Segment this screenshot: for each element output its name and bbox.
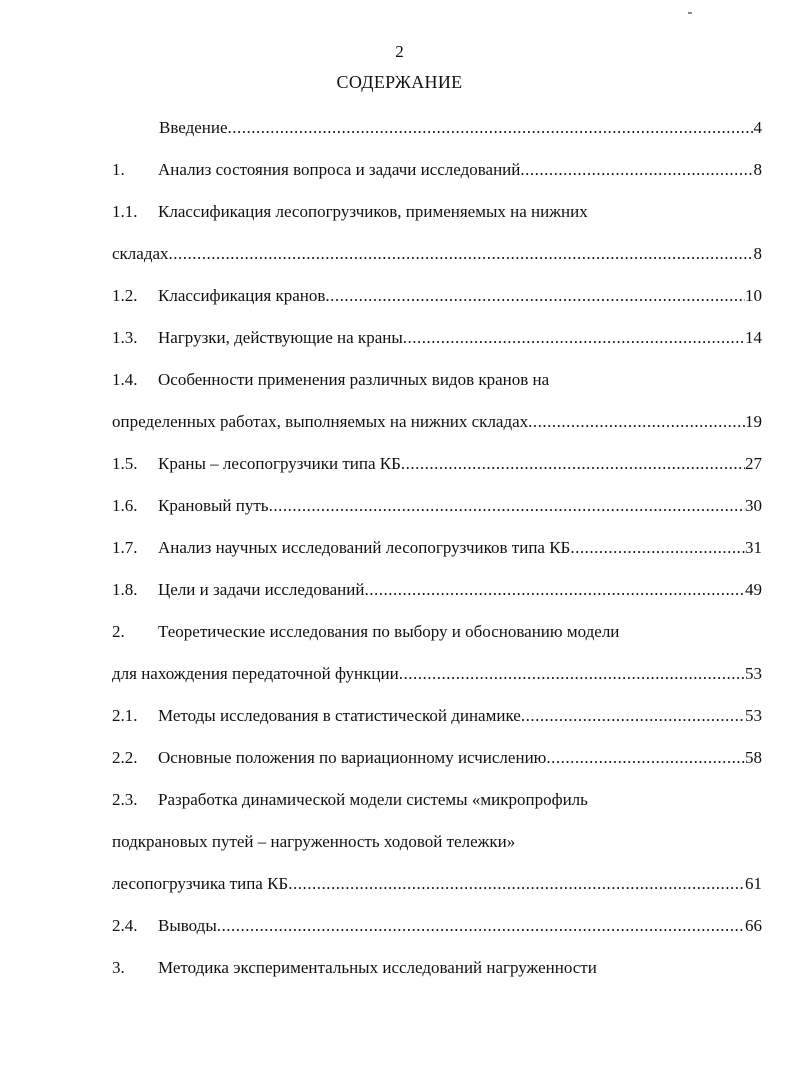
toc-entry-page: 61	[745, 874, 762, 893]
toc-entry-text: Разработка динамической модели системы «микропрофиль	[158, 790, 588, 809]
toc-entry-text: подкрановых путей – нагруженность ходовой тележки»	[112, 832, 516, 851]
toc-entry-1-2	[112, 285, 762, 307]
toc-entry-2-1	[112, 705, 762, 727]
toc-entry-text: Введение	[159, 118, 228, 137]
toc-leader-dots	[217, 915, 745, 937]
toc-entry-page: 49	[745, 580, 762, 599]
toc-entry-page: 66	[745, 916, 762, 935]
toc-entry-number: 1.8.	[112, 580, 138, 599]
toc-entry-page: 19	[745, 412, 762, 431]
toc-entry-3	[112, 957, 762, 979]
page-title: СОДЕРЖАНИЕ	[336, 72, 463, 92]
toc-entry-2-3-cont	[112, 831, 762, 853]
page-number: 2	[395, 42, 404, 61]
toc-entry-1-4	[112, 369, 762, 391]
toc-entry-text: Нагрузки, действующие на краны	[158, 328, 403, 347]
toc-entry-page: 53	[745, 664, 762, 683]
toc-entry-page: 10	[745, 286, 762, 305]
toc-entry-2-3-cont2	[112, 873, 762, 895]
toc-entry-text: Теоретические исследования по выбору и обоснованию модели	[158, 622, 620, 641]
toc-entry-page: 14	[745, 328, 762, 347]
toc-entry-number: 2.2.	[112, 748, 138, 767]
toc-entry-number: 1.	[112, 160, 125, 179]
toc-entry-2-3	[112, 789, 762, 811]
toc-entry-text: складах	[112, 244, 169, 263]
toc-leader-dots	[269, 495, 745, 517]
toc-entry-text: Анализ состояния вопроса и задачи исследований	[158, 160, 521, 179]
toc-entry-number: 1.3.	[112, 328, 138, 347]
toc-leader-dots	[521, 705, 745, 727]
toc-entry-text: Анализ научных исследований лесопогрузчиков типа КБ	[158, 538, 571, 557]
toc-entry-text: Крановый путь	[158, 496, 269, 515]
toc-entry-text: Выводы	[158, 916, 217, 935]
toc-leader-dots	[325, 285, 745, 307]
toc-entry-1	[112, 159, 762, 181]
toc-entry-number: 1.6.	[112, 496, 138, 515]
toc-entry-page: 27	[745, 454, 762, 473]
toc-entry-1-6	[112, 495, 762, 517]
toc-entry-number: 1.4.	[112, 370, 138, 389]
toc-entry-number: 1.5.	[112, 454, 138, 473]
toc-entry-1-7	[112, 537, 762, 559]
toc-entry-number: 2.1.	[112, 706, 138, 725]
toc-entry-intro	[159, 117, 762, 139]
toc-entry-page: 4	[753, 118, 762, 137]
scan-speck	[688, 12, 692, 14]
toc-entry-1-1	[112, 201, 762, 223]
toc-entry-1-8	[112, 579, 762, 601]
toc-entry-text: Методика экспериментальных исследований нагруженности	[158, 958, 597, 977]
toc-entry-text: Основные положения по вариационному исчислению	[158, 748, 547, 767]
toc-entry-2-4	[112, 915, 762, 937]
toc-entry-text: Краны – лесопогрузчики типа КБ	[158, 454, 401, 473]
toc-entry-text: Методы исследования в статистической динамике	[158, 706, 521, 725]
toc-entry-1-5	[112, 453, 762, 475]
toc-leader-dots	[520, 159, 753, 181]
toc-entry-page: 8	[753, 244, 762, 263]
toc-leader-dots	[570, 537, 745, 559]
toc-entry-number: 1.7.	[112, 538, 138, 557]
toc-leader-dots	[528, 411, 745, 433]
toc-entry-1-3	[112, 327, 762, 349]
toc-entry-page: 53	[745, 706, 762, 725]
toc-entry-number: 2.3.	[112, 790, 138, 809]
toc-leader-dots	[169, 243, 754, 265]
toc-leader-dots	[288, 873, 745, 895]
toc-entry-page: 30	[745, 496, 762, 515]
toc-entry-2-cont	[112, 663, 762, 685]
toc-entry-2-2	[112, 747, 762, 769]
toc-entry-number: 2.	[112, 622, 125, 641]
toc-entry-1-1-cont	[112, 243, 762, 265]
toc-entry-text: определенных работах, выполняемых на нижних складах	[112, 412, 529, 431]
toc-leader-dots	[228, 117, 754, 139]
toc-entry-text: Классификация лесопогрузчиков, применяемых на нижних	[158, 202, 588, 221]
toc-entry-text: Цели и задачи исследований	[158, 580, 365, 599]
toc-leader-dots	[364, 579, 745, 601]
toc-entry-1-4-cont	[112, 411, 762, 433]
toc-leader-dots	[399, 663, 745, 685]
toc-entry-number: 1.1.	[112, 202, 138, 221]
toc-entry-text: для нахождения передаточной функции	[112, 664, 399, 683]
toc-entry-text: лесопогрузчика типа КБ	[112, 874, 289, 893]
toc-entry-page: 31	[745, 538, 762, 557]
toc-leader-dots	[546, 747, 745, 769]
toc-entry-page: 58	[745, 748, 762, 767]
toc-entry-text: Классификация кранов	[158, 286, 326, 305]
toc-entry-page: 8	[753, 160, 762, 179]
toc-entry-2	[112, 621, 762, 643]
toc-entry-number: 2.4.	[112, 916, 138, 935]
toc-entry-text: Особенности применения различных видов кранов на	[158, 370, 550, 389]
toc-leader-dots	[401, 453, 745, 475]
toc-entry-number: 1.2.	[112, 286, 138, 305]
toc-leader-dots	[403, 327, 745, 349]
toc-entry-number: 3.	[112, 958, 125, 977]
